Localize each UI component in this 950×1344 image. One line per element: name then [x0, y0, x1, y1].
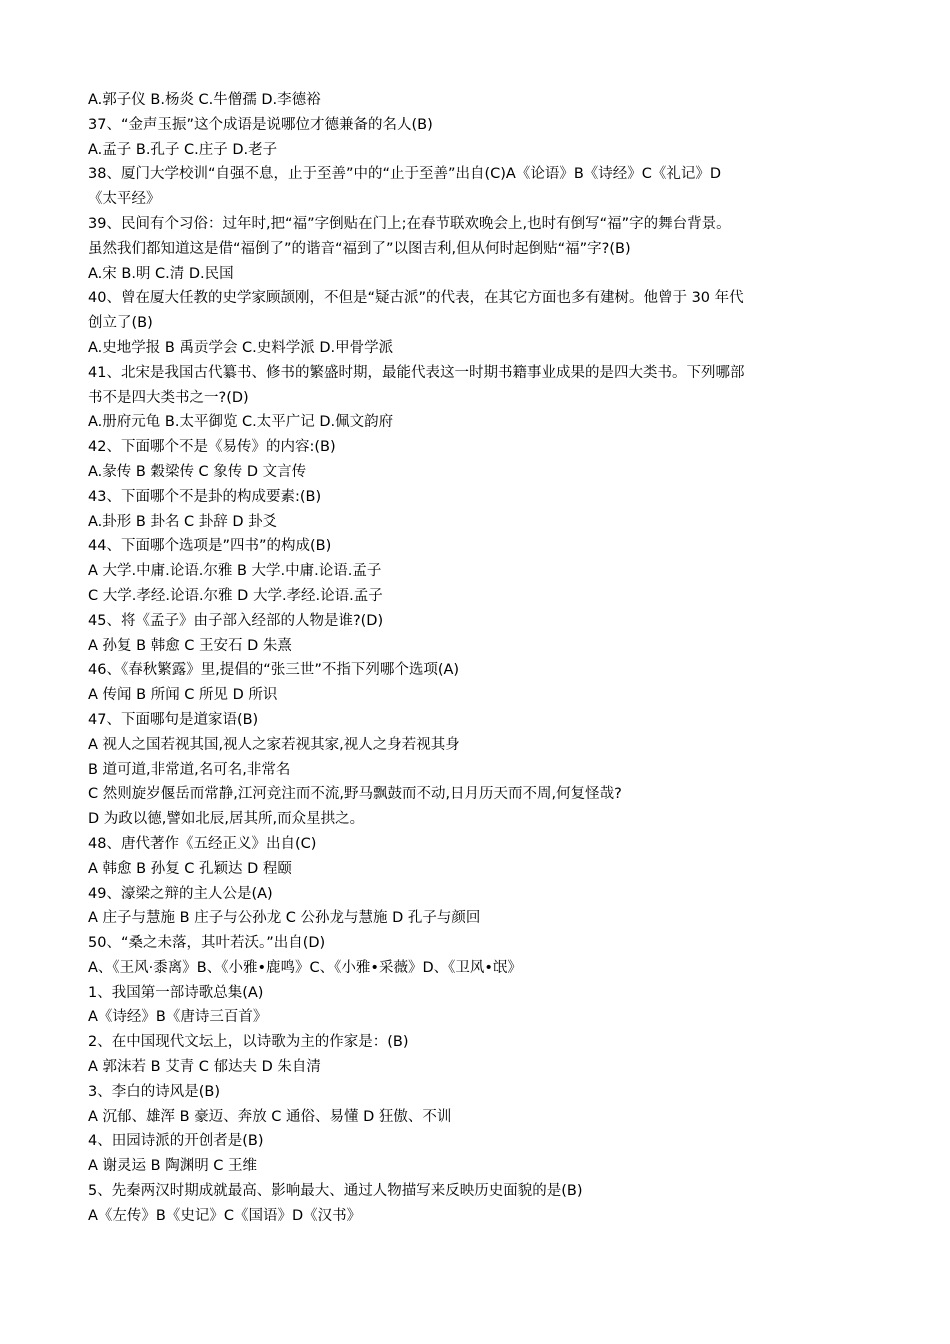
options-line: A 传闻 B 所闻 C 所见 D 所识	[88, 687, 278, 704]
question-line: 38、厦门大学校训“自强不息，止于至善”中的“止于至善”出自(C)A《论语》B《诗经》C《礼记》D	[88, 166, 722, 183]
options-line: A 谢灵运 B 陶渊明 C 王维	[88, 1158, 258, 1175]
question-line: 44、下面哪个选项是”四书”的构成(B)	[88, 538, 332, 555]
question-continuation-line: 书不是四大类书之一?(D)	[88, 389, 249, 406]
question-line: 4、田园诗派的开创者是(B)	[88, 1133, 264, 1150]
question-continuation-line: 创立了(B)	[88, 315, 153, 332]
options-line: A 沉郁、雄浑 B 豪迈、奔放 C 通俗、易懂 D 狂傲、不训	[88, 1108, 452, 1125]
options-line: A.史地学报 B 禹贡学会 C.史料学派 D.甲骨学派	[88, 339, 394, 356]
question-line: 45、将《孟子》由子部入经部的人物是谁?(D)	[88, 612, 384, 629]
question-continuation-line: 《太平经》	[88, 191, 161, 208]
question-continuation-line: 虽然我们都知道这是借“福倒了”的谐音“福到了”以图吉利,但从何时起倒贴“福”字?(B)	[88, 240, 631, 257]
options-line: D 为政以德,譬如北辰,居其所,而众星拱之。	[88, 811, 365, 828]
options-line: A.宋 B.明 C.清 D.民国	[88, 265, 234, 282]
options-line: A 韩愈 B 孙复 C 孔颖达 D 程颐	[88, 860, 292, 877]
question-line: 40、曾在厦大任教的史学家顾颉刚，不但是“疑古派”的代表，在其它方面也多有建树。他曾于 30 年代	[88, 290, 744, 307]
question-line: 50、“桑之未落，其叶若沃。”出自(D)	[88, 935, 326, 952]
options-line: A《左传》B《史记》C《国语》D《汉书》	[88, 1207, 362, 1224]
options-line: B 道可道,非常道,名可名,非常名	[88, 761, 291, 778]
options-line: A 大学.中庸.论语.尔雅 B 大学.中庸.论语.孟子	[88, 563, 382, 580]
options-line: A、《王风·黍离》B、《小雅•鹿鸣》C、《小雅•采薇》D、《卫风•氓》	[88, 959, 522, 976]
document-page	[88, 88, 888, 1229]
question-line: 42、下面哪个不是《易传》的内容:(B)	[88, 439, 336, 456]
question-line: 46、《春秋繁露》里,提倡的“张三世”不指下列哪个选项(A)	[88, 662, 460, 679]
question-line: 41、北宋是我国古代纂书、修书的繁盛时期，最能代表这一时期书籍事业成果的是四大类书。下列哪部	[88, 364, 745, 381]
options-line: A《诗经》B《唐诗三百首》	[88, 1009, 268, 1026]
question-line: 1、我国第一部诗歌总集(A)	[88, 984, 264, 1001]
question-line: 39、民间有个习俗：过年时,把“福”字倒贴在门上;在春节联欢晚会上,也时有倒写“福”字的舞台背景。	[88, 215, 731, 232]
options-line: A 孙复 B 韩愈 C 王安石 D 朱熹	[88, 637, 292, 654]
options-line: A.卦形 B 卦名 C 卦辞 D 卦爻	[88, 513, 278, 530]
question-line: 37、“金声玉振”这个成语是说哪位才德兼备的名人(B)	[88, 116, 433, 133]
question-line: 43、下面哪个不是卦的构成要素:(B)	[88, 488, 322, 505]
question-line: 2、在中国现代文坛上，以诗歌为主的作家是：(B)	[88, 1034, 409, 1051]
options-line: A.孟子 B.孔子 C.庄子 D.老子	[88, 141, 278, 158]
options-line: A 视人之国若视其国,视人之家若视其家,视人之身若视其身	[88, 736, 460, 753]
question-line: 5、先秦两汉时期成就最高、影响最大、通过人物描写来反映历史面貌的是(B)	[88, 1183, 583, 1200]
question-line: 47、下面哪句是道家语(B)	[88, 711, 259, 728]
options-line: C 然则旋岁偃岳而常静,江河竞注而不流,野马飘鼓而不动,日月历天而不周,何复怪哉?	[88, 786, 622, 803]
question-line: 49、濠梁之辩的主人公是(A)	[88, 885, 273, 902]
options-line: C 大学.孝经.论语.尔雅 D 大学.孝经.论语.孟子	[88, 587, 383, 604]
options-line: A.册府元龟 B.太平御览 C.太平广记 D.佩文韵府	[88, 414, 394, 431]
question-line: 48、唐代著作《五经正义》出自(C)	[88, 835, 317, 852]
options-line: A.彖传 B 穀梁传 C 象传 D 文言传	[88, 463, 307, 480]
options-line: A 郭沫若 B 艾青 C 郁达夫 D 朱自清	[88, 1059, 321, 1076]
text-line: A.郭子仪 B.杨炎 C.牛僧孺 D.李德裕	[88, 92, 321, 108]
question-line: 3、李白的诗风是(B)	[88, 1083, 220, 1100]
options-line: A 庄子与慧施 B 庄子与公孙龙 C 公孙龙与慧施 D 孔子与颜回	[88, 910, 481, 927]
